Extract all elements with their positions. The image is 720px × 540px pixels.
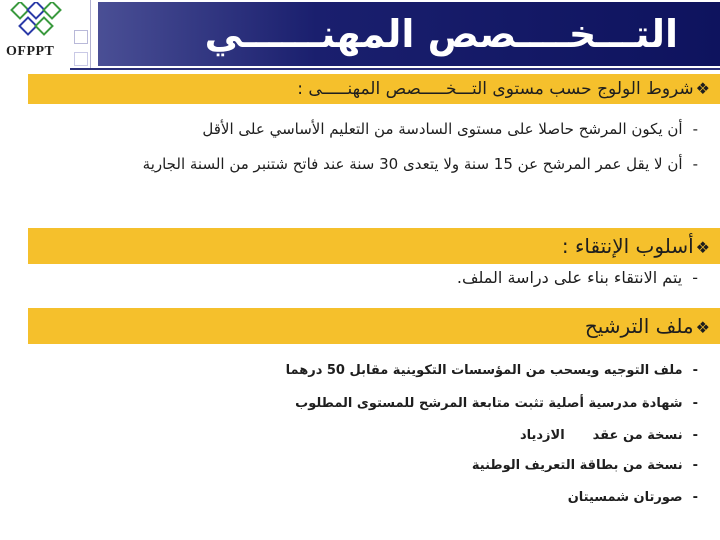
title-band [98,2,720,66]
section-heading-text: شروط الولوج حسب مستوى التـــخـــــصص المهنـــــى : [297,79,694,99]
decorative-square [74,52,88,66]
dash-bullet: - [692,155,698,173]
list-item-text: صورتان شمسيتان [567,490,683,505]
section-heading-text: ملف الترشيح [584,314,694,338]
list-item [8,268,698,287]
dash-bullet: - [692,120,698,138]
decorative-square [74,30,88,44]
section-heading-text: أسلوب الإنتقاء : [561,234,694,258]
section-heading-selection [28,228,720,264]
list-item-text: الازدياد [519,428,565,443]
slide-header [0,0,720,72]
dash-bullet: - [692,458,698,473]
logo-wordmark: OFPPT [6,44,55,59]
dash-bullet: - [692,363,698,378]
list-item [28,153,698,175]
diamond-bullet-icon: ❖ [695,238,710,257]
list-item [8,458,698,473]
list-item-text: نسخة من بطاقة التعريف الوطنية [471,458,683,473]
section-heading-application-file [28,308,720,344]
dash-bullet: - [692,396,698,411]
list-item-text: ملف التوجيه ويسحب من المؤسسات التكوينية مقابل 50 درهما [285,363,683,378]
header-divider [90,0,91,70]
dash-bullet: - [692,268,698,287]
list-item-text: يتم الانتقاء بناء على دراسة الملف. [456,268,683,287]
header-rule [70,68,720,70]
list-item [8,120,698,138]
section-heading-requirements [28,74,720,104]
list-item-text: أن لا يقل عمر المرشح عن 15 سنة ولا يتعدى 30 سنة عند فاتح شتنبر من السنة الجارية [142,155,683,173]
diamond-bullet-icon: ❖ [695,318,710,337]
list-item-text: شهادة مدرسية أصلية تثبت متابعة المرشح للمستوى المطلوب [295,396,683,411]
diamond-bullet-icon: ❖ [695,79,710,98]
list-item [8,428,698,443]
list-item [8,396,698,411]
list-item [8,363,698,378]
list-item-text: أن يكون المرشح حاصلا على مستوى السادسة من التعليم الأساسي على الأقل [202,120,683,138]
list-item [8,490,698,505]
dash-bullet: - [692,490,698,505]
dash-bullet: - [692,428,698,443]
page-title: التـــخــــصص المهنــــــي [204,12,678,56]
list-item-text: نسخة من عقد [592,428,683,443]
